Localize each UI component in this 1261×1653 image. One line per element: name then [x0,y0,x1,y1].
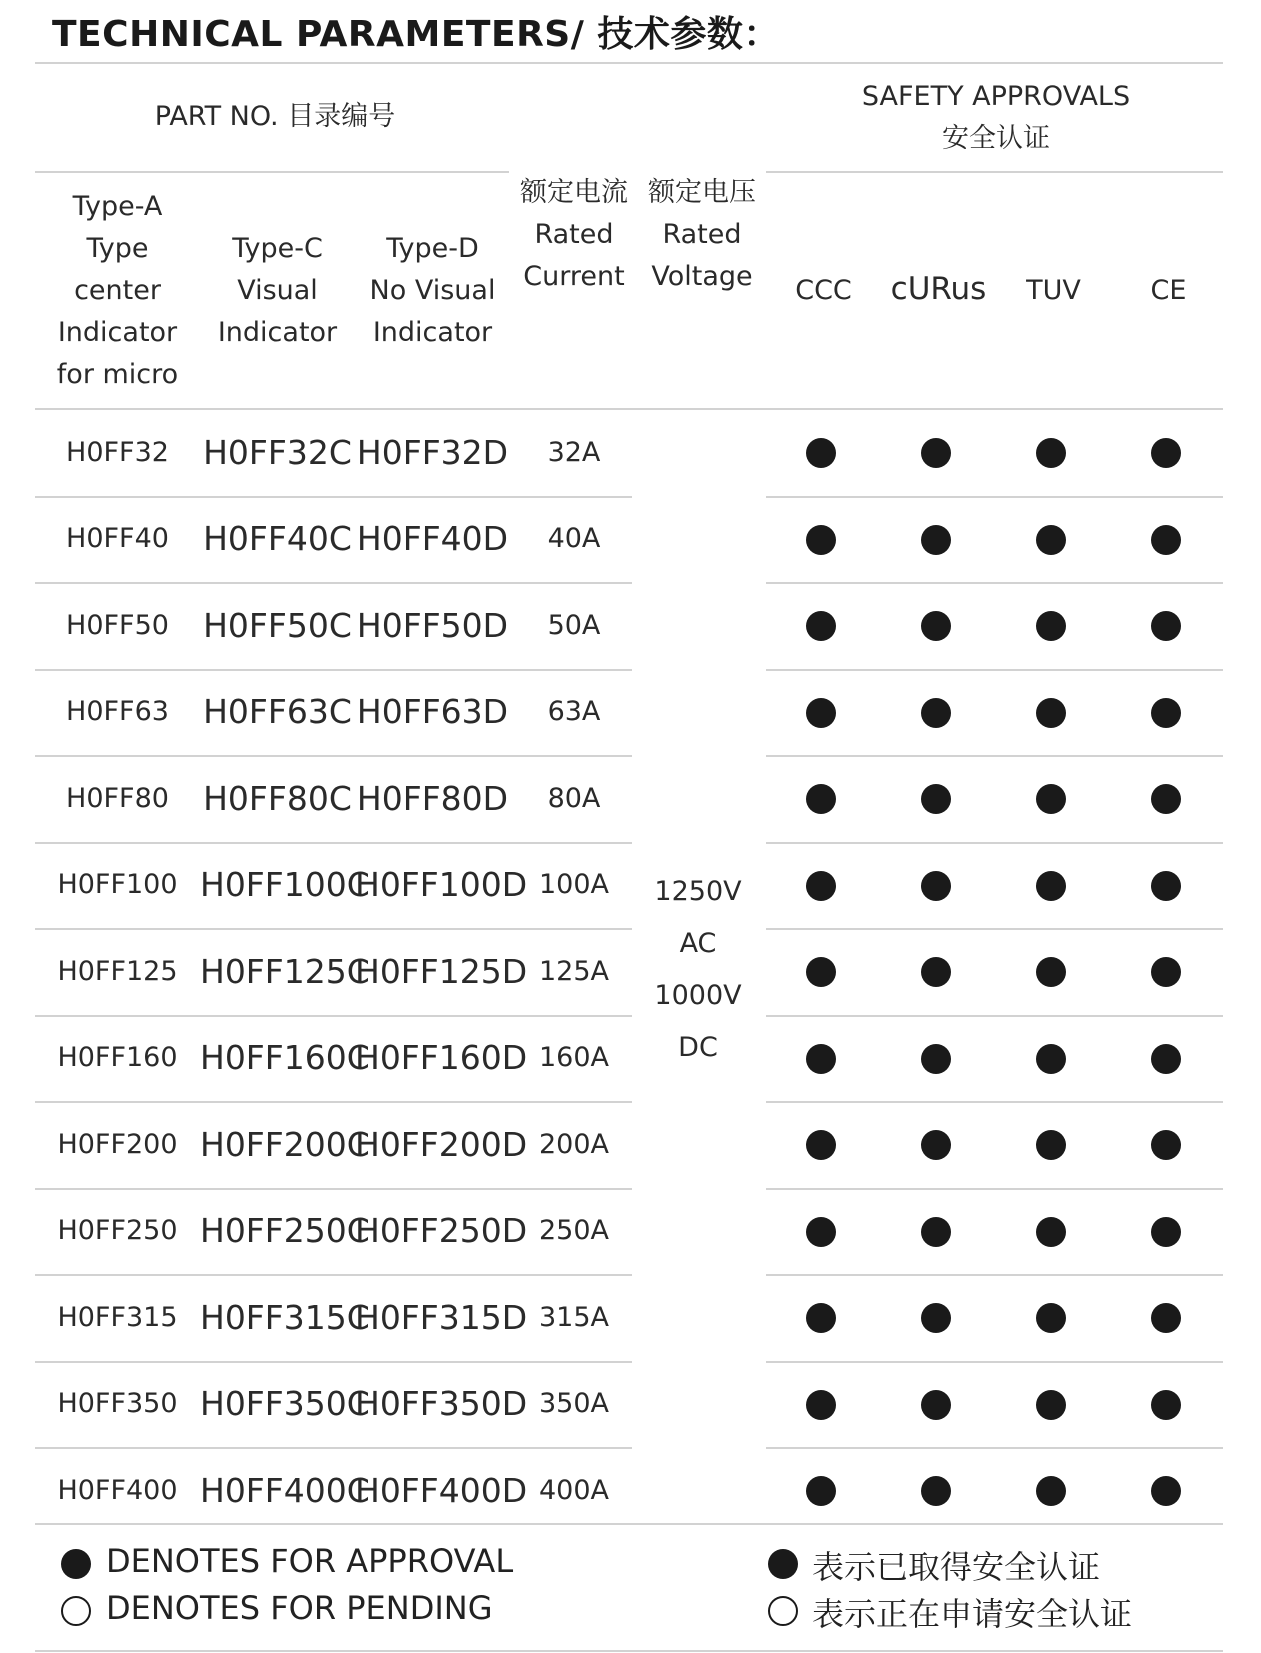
row-divider [35,1447,632,1449]
type-d-part-no: H0FF315D [355,1297,528,1337]
filled-circle-icon [921,1303,951,1333]
filled-circle-icon [806,1476,836,1506]
top-divider [35,62,1223,64]
legend-approval-cn: 表示已取得安全认证 [812,1548,1101,1586]
row-divider [766,1447,1223,1449]
voltage-line: DC [678,1032,718,1063]
row-divider [766,496,1223,498]
filled-circle-icon [1036,611,1066,641]
filled-circle-icon [806,1217,836,1247]
rated-voltage-line: Voltage [651,261,753,292]
row-divider [766,1274,1223,1276]
rated-voltage-line: 额定电压 [648,177,756,208]
filled-circle-icon [921,1130,951,1160]
filled-circle-icon [1151,1130,1181,1160]
rated-voltage-cell [638,866,758,1074]
filled-circle-icon [1036,1044,1066,1074]
filled-circle-icon [1151,1476,1181,1506]
type-a-header [35,186,200,396]
rated-voltage-line: Rated [662,219,742,250]
type-d-line: No Visual [369,275,496,306]
row-divider [766,842,1223,844]
rated-current-value: 200A [538,1128,609,1160]
type-c-line: Visual [237,275,318,306]
type-d-part-no: H0FF125D [355,951,528,991]
type-d-header [355,228,510,354]
type-d-part-no: H0FF250D [355,1211,528,1251]
filled-circle-icon [1151,611,1181,641]
filled-circle-icon [1151,1390,1181,1420]
row-divider [35,928,632,930]
legend-pending-en: DENOTES FOR PENDING [106,1589,493,1627]
safety-approvals-cn: 安全认证 [942,123,1050,154]
type-d-part-no: H0FF400D [355,1470,528,1510]
empty-circle-icon [61,1596,91,1626]
filled-circle-icon [1036,1476,1066,1506]
type-a-part-no: H0FF100 [57,869,178,901]
type-c-part-no: H0FF200C [200,1124,370,1164]
filled-circle-icon [806,698,836,728]
type-d-part-no: H0FF100D [355,865,528,905]
filled-circle-icon [921,1217,951,1247]
type-d-line: Type-D [386,233,479,264]
row-divider [766,928,1223,930]
rated-current-value: 32A [547,436,601,468]
approvals-divider [766,171,1223,173]
row-divider [35,496,632,498]
type-c-part-no: H0FF315C [200,1297,370,1337]
rated-current-value: 40A [547,523,601,555]
filled-circle-icon [806,957,836,987]
filled-circle-icon [1151,871,1181,901]
filled-circle-icon [921,525,951,555]
filled-circle-icon [61,1549,91,1579]
rated-current-value: 100A [538,869,609,901]
safety-approvals-header [766,76,1226,160]
header-divider [35,408,1223,410]
type-c-part-no: H0FF40C [203,519,352,559]
filled-circle-icon [1151,1303,1181,1333]
row-divider [35,842,632,844]
filled-circle-icon [1151,1217,1181,1247]
filled-circle-icon [921,957,951,987]
rated-current-line: 额定电流 [520,177,628,208]
type-a-line: Indicator [57,317,178,348]
type-c-part-no: H0FF400C [200,1470,370,1510]
row-divider [35,669,632,671]
type-d-part-no: H0FF200D [355,1124,528,1164]
filled-circle-icon [1036,1130,1066,1160]
voltage-line: 1000V [654,980,742,1011]
filled-circle-icon [806,438,836,468]
type-c-line: Type-C [232,233,323,264]
type-a-part-no: H0FF315 [57,1301,178,1333]
rated-current-line: Current [523,261,625,292]
filled-circle-icon [1036,438,1066,468]
type-d-part-no: H0FF80D [356,778,509,818]
filled-circle-icon [921,698,951,728]
filled-circle-icon [1151,784,1181,814]
row-divider [766,1101,1223,1103]
rated-current-value: 125A [538,955,609,987]
type-a-line: Type [86,233,149,264]
rated-current-value: 160A [538,1042,609,1074]
bottom-divider [35,1650,1223,1652]
row-divider [35,582,632,584]
rated-current-value: 250A [538,1215,609,1247]
approval-ce-header: CE [1150,275,1187,306]
filled-circle-icon [1036,871,1066,901]
approval-ccc-header: CCC [795,275,852,306]
row-divider [35,1015,632,1017]
type-c-part-no: H0FF100C [200,865,370,905]
filled-circle-icon [1036,1303,1066,1333]
row-divider [766,1361,1223,1363]
filled-circle-icon [1151,438,1181,468]
rated-current-value: 400A [538,1474,609,1506]
approval-curus-header: cURus [890,271,987,307]
filled-circle-icon [921,871,951,901]
type-a-part-no: H0FF80 [66,782,169,814]
type-d-part-no: H0FF50D [356,605,509,645]
safety-approvals-en: SAFETY APPROVALS [861,81,1131,112]
row-divider [766,1188,1223,1190]
filled-circle-icon [1036,1390,1066,1420]
approval-tuv-header: TUV [1026,275,1081,306]
row-divider [35,1188,632,1190]
filled-circle-icon [1036,1217,1066,1247]
rated-current-line: Rated [534,219,614,250]
legend-approval-en: DENOTES FOR APPROVAL [106,1542,514,1580]
rated-current-value: 50A [547,609,601,641]
filled-circle-icon [1151,1044,1181,1074]
filled-circle-icon [806,611,836,641]
filled-circle-icon [806,525,836,555]
filled-circle-icon [1151,957,1181,987]
row-divider [35,1274,632,1276]
type-c-part-no: H0FF50C [203,605,352,645]
type-a-part-no: H0FF63 [66,696,169,728]
filled-circle-icon [1036,784,1066,814]
type-a-line: Type-A [72,191,163,222]
type-c-header [200,228,355,354]
type-a-part-no: H0FF32 [66,436,169,468]
filled-circle-icon [921,611,951,641]
type-a-part-no: H0FF160 [57,1042,178,1074]
type-d-line: Indicator [372,317,493,348]
filled-circle-icon [806,784,836,814]
rated-current-value: 63A [547,696,601,728]
type-a-part-no: H0FF200 [57,1128,178,1160]
type-c-part-no: H0FF80C [203,778,352,818]
type-a-part-no: H0FF400 [57,1474,178,1506]
filled-circle-icon [806,1303,836,1333]
type-c-line: Indicator [217,317,338,348]
voltage-line: 1250V [654,876,742,907]
filled-circle-icon [921,784,951,814]
filled-circle-icon [921,438,951,468]
type-c-part-no: H0FF160C [200,1038,370,1078]
type-a-part-no: H0FF250 [57,1215,178,1247]
filled-circle-icon [806,1390,836,1420]
table-bottom-divider [35,1523,1223,1525]
type-a-line: center [74,275,161,306]
row-divider [35,1361,632,1363]
row-divider [35,755,632,757]
type-c-part-no: H0FF32C [203,432,352,472]
filled-circle-icon [1151,698,1181,728]
rated-current-header [510,172,638,298]
type-d-part-no: H0FF32D [356,432,509,472]
filled-circle-icon [1151,525,1181,555]
page-title: TECHNICAL PARAMETERS/ 技术参数： [52,14,780,55]
row-divider [766,582,1223,584]
rated-current-value: 80A [547,782,601,814]
type-a-part-no: H0FF40 [66,523,169,555]
empty-circle-icon [768,1596,798,1626]
row-divider [766,669,1223,671]
type-a-line: for micro [56,359,179,390]
type-c-part-no: H0FF350C [200,1384,370,1424]
row-divider [35,1101,632,1103]
row-divider [766,1015,1223,1017]
voltage-line: AC [679,928,717,959]
filled-circle-icon [921,1476,951,1506]
filled-circle-icon [806,1044,836,1074]
filled-circle-icon [921,1390,951,1420]
type-d-part-no: H0FF160D [355,1038,528,1078]
type-d-part-no: H0FF40D [356,519,509,559]
filled-circle-icon [921,1044,951,1074]
rated-current-value: 350A [538,1388,609,1420]
type-d-part-no: H0FF63D [356,692,509,732]
filled-circle-icon [806,871,836,901]
legend-pending-cn: 表示正在申请安全认证 [812,1595,1133,1633]
part-no-divider [35,171,509,173]
row-divider [766,755,1223,757]
type-c-part-no: H0FF250C [200,1211,370,1251]
filled-circle-icon [1036,525,1066,555]
type-c-part-no: H0FF63C [203,692,352,732]
filled-circle-icon [806,1130,836,1160]
filled-circle-icon [1036,957,1066,987]
rated-current-value: 315A [538,1301,609,1333]
filled-circle-icon [1036,698,1066,728]
part-no-header: PART NO. 目录编号 [154,101,396,132]
type-c-part-no: H0FF125C [200,951,370,991]
filled-circle-icon [768,1549,798,1579]
type-a-part-no: H0FF125 [57,955,178,987]
rated-voltage-header [638,172,766,298]
type-a-part-no: H0FF50 [66,609,169,641]
type-a-part-no: H0FF350 [57,1388,178,1420]
type-d-part-no: H0FF350D [355,1384,528,1424]
